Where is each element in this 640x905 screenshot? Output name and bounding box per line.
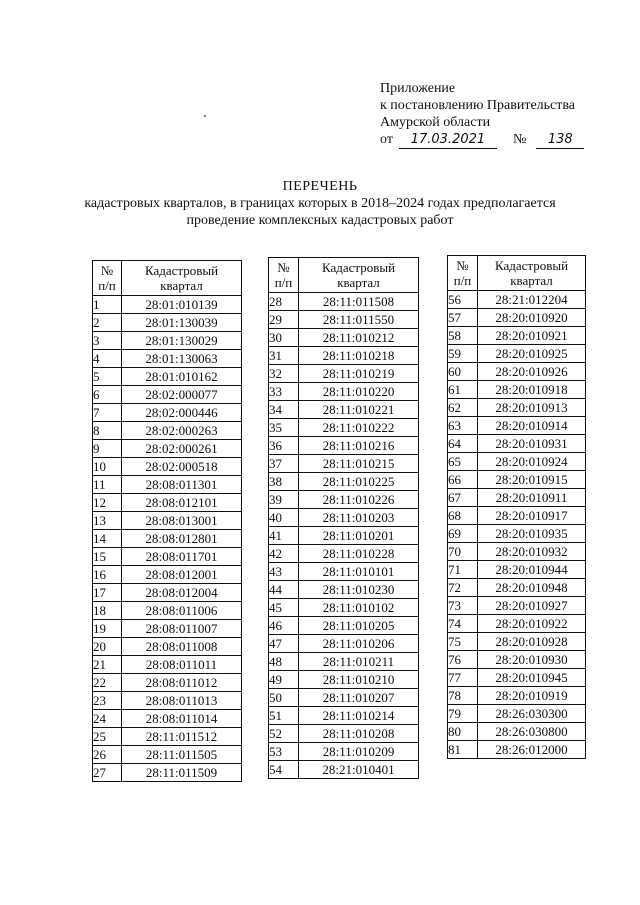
row-number: 41 <box>269 527 299 545</box>
cadastral-quarter: 28:11:010203 <box>299 509 419 527</box>
quarter-header <box>299 258 419 293</box>
appendix-line-2: к постановлению Правительства <box>380 98 576 113</box>
row-number: 24 <box>93 710 122 728</box>
table-row <box>448 543 586 561</box>
row-number: 63 <box>448 417 478 435</box>
table-row <box>93 548 242 566</box>
table-row <box>93 566 242 584</box>
row-number: 69 <box>448 525 478 543</box>
document-subtitle-line-1: кадастровых кварталов, в границах которых в 2018–2024 годах предполагается <box>84 196 556 211</box>
table-header-row <box>93 261 242 296</box>
table-row <box>269 401 419 419</box>
table-row <box>93 512 242 530</box>
cadastral-quarter: 28:11:010101 <box>299 563 419 581</box>
table-row <box>93 530 242 548</box>
cadastral-quarter: 28:11:010216 <box>299 437 419 455</box>
row-number: 31 <box>269 347 299 365</box>
row-number: 56 <box>448 291 478 309</box>
table-row <box>448 723 586 741</box>
row-number: 4 <box>93 350 122 368</box>
table-row <box>93 332 242 350</box>
row-number: 46 <box>269 617 299 635</box>
table-row <box>448 705 586 723</box>
row-number: 13 <box>93 512 122 530</box>
table-row <box>269 347 419 365</box>
row-number: 53 <box>269 743 299 761</box>
row-number: 61 <box>448 381 478 399</box>
table-row <box>448 309 586 327</box>
table-row <box>269 671 419 689</box>
cadastral-quarter: 28:20:010911 <box>478 489 586 507</box>
cadastral-quarter: 28:08:012001 <box>122 566 242 584</box>
quarter-header-line-2: квартал <box>160 278 203 293</box>
number-label: № <box>512 132 527 147</box>
row-number: 65 <box>448 453 478 471</box>
table-row <box>448 561 586 579</box>
document-subtitle-line-2: проведение комплексных кадастровых работ <box>186 213 454 228</box>
cadastral-quarter: 28:20:010921 <box>478 327 586 345</box>
table-row <box>93 350 242 368</box>
table-row <box>269 491 419 509</box>
cadastral-quarter: 28:08:011011 <box>122 656 242 674</box>
appendix-line-1: Приложение <box>380 81 456 96</box>
row-number: 29 <box>269 311 299 329</box>
appendix-date-line <box>380 131 584 149</box>
cadastral-quarter: 28:11:010230 <box>299 581 419 599</box>
table-row <box>93 728 242 746</box>
row-number: 26 <box>93 746 122 764</box>
cadastral-quarter: 28:08:011012 <box>122 674 242 692</box>
cadastral-quarter: 28:20:010931 <box>478 435 586 453</box>
cadastral-quarter: 28:01:130029 <box>122 332 242 350</box>
cadastral-quarter: 28:20:010935 <box>478 525 586 543</box>
row-number: 66 <box>448 471 478 489</box>
cadastral-quarter: 28:11:010102 <box>299 599 419 617</box>
cadastral-quarter: 28:20:010930 <box>478 651 586 669</box>
cadastral-quarter: 28:20:010919 <box>478 687 586 705</box>
table-row <box>269 455 419 473</box>
row-number: 10 <box>93 458 122 476</box>
table-row <box>269 419 419 437</box>
cadastral-quarter: 28:11:011509 <box>122 764 242 782</box>
table-row <box>269 311 419 329</box>
cadastral-quarter: 28:11:010201 <box>299 527 419 545</box>
row-number: 57 <box>448 309 478 327</box>
appendix-line-3: Амурской области <box>380 115 491 130</box>
table-row <box>93 692 242 710</box>
cadastral-quarter: 28:11:010220 <box>299 383 419 401</box>
row-number: 62 <box>448 399 478 417</box>
num-header-line-1: № <box>100 263 114 278</box>
cadastral-quarter: 28:20:010920 <box>478 309 586 327</box>
table-row <box>269 383 419 401</box>
table-row <box>93 404 242 422</box>
cadastral-quarter: 28:21:012204 <box>478 291 586 309</box>
row-number: 40 <box>269 509 299 527</box>
num-header-line-2: п/п <box>274 275 293 290</box>
cadastral-quarter: 28:26:030800 <box>478 723 586 741</box>
cadastral-quarter: 28:11:010214 <box>299 707 419 725</box>
row-number: 34 <box>269 401 299 419</box>
row-number: 11 <box>93 476 122 494</box>
table-row <box>448 345 586 363</box>
row-number: 37 <box>269 455 299 473</box>
table-header-row <box>269 258 419 293</box>
table-row <box>93 710 242 728</box>
table-row <box>269 329 419 347</box>
table-row <box>448 381 586 399</box>
cadastral-quarter: 28:01:010139 <box>122 296 242 314</box>
cadastral-quarter: 28:11:010209 <box>299 743 419 761</box>
cadastral-quarter: 28:20:010945 <box>478 669 586 687</box>
table-row <box>269 563 419 581</box>
row-number: 80 <box>448 723 478 741</box>
row-number: 74 <box>448 615 478 633</box>
num-header-line-2: п/п <box>98 278 116 293</box>
table-row <box>93 314 242 332</box>
handwritten-number: 138 <box>536 131 584 149</box>
table-header-row <box>448 256 586 291</box>
cadastral-quarter: 28:08:013001 <box>122 512 242 530</box>
cadastral-quarter: 28:02:000518 <box>122 458 242 476</box>
table-row <box>269 293 419 311</box>
row-number: 12 <box>93 494 122 512</box>
cadastral-quarter: 28:11:010206 <box>299 635 419 653</box>
quarter-header-line-1: Кадастровый <box>144 263 219 278</box>
cadastral-quarter: 28:20:010948 <box>478 579 586 597</box>
cadastral-quarter: 28:11:010210 <box>299 671 419 689</box>
cadastral-quarter: 28:26:030300 <box>478 705 586 723</box>
row-number: 78 <box>448 687 478 705</box>
num-header-line-2: п/п <box>453 273 472 288</box>
row-number: 64 <box>448 435 478 453</box>
scan-speck <box>204 115 206 117</box>
row-number: 23 <box>93 692 122 710</box>
row-number: 38 <box>269 473 299 491</box>
cadastral-quarter: 28:02:000077 <box>122 386 242 404</box>
cadastral-quarter: 28:20:010944 <box>478 561 586 579</box>
row-number: 52 <box>269 725 299 743</box>
cadastral-quarter: 28:11:011550 <box>299 311 419 329</box>
table-row <box>93 494 242 512</box>
quarter-header-line-1: Кадастровый <box>494 258 569 273</box>
table-row <box>93 422 242 440</box>
row-number: 27 <box>93 764 122 782</box>
row-number: 45 <box>269 599 299 617</box>
table-row <box>269 617 419 635</box>
quarter-header-line-1: Кадастровый <box>321 260 396 275</box>
cadastral-quarter: 28:26:012000 <box>478 741 586 759</box>
cadastral-quarter: 28:11:010226 <box>299 491 419 509</box>
cadastral-quarter: 28:21:010401 <box>299 761 419 779</box>
cadastral-quarter: 28:11:010215 <box>299 455 419 473</box>
cadastral-quarter: 28:11:011512 <box>122 728 242 746</box>
row-number: 3 <box>93 332 122 350</box>
table-row <box>93 368 242 386</box>
table-row <box>269 509 419 527</box>
row-number: 9 <box>93 440 122 458</box>
row-number: 59 <box>448 345 478 363</box>
cadastral-quarter: 28:08:012101 <box>122 494 242 512</box>
cadastral-quarter: 28:11:010225 <box>299 473 419 491</box>
row-number: 48 <box>269 653 299 671</box>
table-row <box>269 707 419 725</box>
cadastral-quarter: 28:08:011007 <box>122 620 242 638</box>
cadastral-quarter: 28:11:010218 <box>299 347 419 365</box>
table-row <box>93 620 242 638</box>
table-row <box>93 386 242 404</box>
cadastral-quarter: 28:11:010219 <box>299 365 419 383</box>
cadastral-quarter: 28:08:011301 <box>122 476 242 494</box>
cadastral-quarter: 28:11:010207 <box>299 689 419 707</box>
cadastral-quarter: 28:20:010928 <box>478 633 586 651</box>
table-row <box>269 689 419 707</box>
row-number: 5 <box>93 368 122 386</box>
table-row <box>448 579 586 597</box>
table-row <box>448 435 586 453</box>
cadastral-quarter: 28:20:010918 <box>478 381 586 399</box>
cadastral-quarter: 28:11:010228 <box>299 545 419 563</box>
table-row <box>448 327 586 345</box>
row-number: 75 <box>448 633 478 651</box>
cadastral-quarter: 28:20:010913 <box>478 399 586 417</box>
cadastral-quarter: 28:11:010221 <box>299 401 419 419</box>
row-number: 36 <box>269 437 299 455</box>
row-number: 54 <box>269 761 299 779</box>
table-row <box>269 437 419 455</box>
cadastral-quarter: 28:01:010162 <box>122 368 242 386</box>
row-number: 28 <box>269 293 299 311</box>
table-row <box>448 633 586 651</box>
table-row <box>269 545 419 563</box>
cadastral-quarter: 28:20:010924 <box>478 453 586 471</box>
cadastral-quarter: 28:20:010917 <box>478 507 586 525</box>
row-number: 32 <box>269 365 299 383</box>
table-row <box>269 761 419 779</box>
row-number: 6 <box>93 386 122 404</box>
table-row <box>448 525 586 543</box>
table-row <box>448 669 586 687</box>
cadastral-quarter: 28:01:130063 <box>122 350 242 368</box>
quarter-header-line-2: квартал <box>337 275 380 290</box>
table-row <box>448 507 586 525</box>
quarter-header-line-2: квартал <box>510 273 553 288</box>
row-number: 50 <box>269 689 299 707</box>
row-number: 20 <box>93 638 122 656</box>
cadastral-quarter: 28:08:012801 <box>122 530 242 548</box>
row-number: 33 <box>269 383 299 401</box>
cadastral-quarter: 28:08:012004 <box>122 584 242 602</box>
row-number: 22 <box>93 674 122 692</box>
cadastral-quarter: 28:08:011014 <box>122 710 242 728</box>
num-header <box>269 258 299 293</box>
table-row <box>269 527 419 545</box>
cadastral-quarter: 28:11:011508 <box>299 293 419 311</box>
row-number: 67 <box>448 489 478 507</box>
row-number: 47 <box>269 635 299 653</box>
row-number: 79 <box>448 705 478 723</box>
row-number: 21 <box>93 656 122 674</box>
cadastral-quarter: 28:02:000261 <box>122 440 242 458</box>
table-row <box>448 597 586 615</box>
row-number: 51 <box>269 707 299 725</box>
cadastral-quarter: 28:20:010932 <box>478 543 586 561</box>
cadastral-quarter: 28:08:011008 <box>122 638 242 656</box>
table-row <box>269 725 419 743</box>
quarters-table-1 <box>92 260 242 782</box>
row-number: 15 <box>93 548 122 566</box>
row-number: 7 <box>93 404 122 422</box>
table-row <box>93 638 242 656</box>
table-row <box>448 615 586 633</box>
appendix-block <box>380 80 584 149</box>
cadastral-quarter: 28:02:000446 <box>122 404 242 422</box>
num-header <box>448 256 478 291</box>
cadastral-quarter: 28:11:011505 <box>122 746 242 764</box>
table-row <box>448 453 586 471</box>
document-heading: ПЕРЕЧЕНЬ <box>282 179 358 194</box>
cadastral-quarter: 28:01:130039 <box>122 314 242 332</box>
cadastral-quarter: 28:02:000263 <box>122 422 242 440</box>
row-number: 14 <box>93 530 122 548</box>
table-row <box>93 440 242 458</box>
cadastral-quarter: 28:11:010222 <box>299 419 419 437</box>
cadastral-quarter: 28:11:010212 <box>299 329 419 347</box>
table-row <box>269 743 419 761</box>
row-number: 71 <box>448 561 478 579</box>
cadastral-quarter: 28:11:010211 <box>299 653 419 671</box>
row-number: 18 <box>93 602 122 620</box>
row-number: 2 <box>93 314 122 332</box>
table-row <box>93 296 242 314</box>
row-number: 8 <box>93 422 122 440</box>
num-header-line-1: № <box>456 258 469 273</box>
table-row <box>93 458 242 476</box>
row-number: 81 <box>448 741 478 759</box>
row-number: 68 <box>448 507 478 525</box>
cadastral-quarter: 28:11:010208 <box>299 725 419 743</box>
table-row <box>269 365 419 383</box>
cadastral-quarter: 28:11:010205 <box>299 617 419 635</box>
table-row <box>269 599 419 617</box>
cadastral-quarter: 28:20:010914 <box>478 417 586 435</box>
cadastral-quarter: 28:20:010925 <box>478 345 586 363</box>
table-row <box>448 399 586 417</box>
table-row <box>93 476 242 494</box>
row-number: 73 <box>448 597 478 615</box>
table-row <box>269 473 419 491</box>
row-number: 35 <box>269 419 299 437</box>
table-row <box>448 489 586 507</box>
quarter-header <box>478 256 586 291</box>
quarters-table-2 <box>268 257 419 779</box>
row-number: 39 <box>269 491 299 509</box>
row-number: 17 <box>93 584 122 602</box>
num-header-line-1: № <box>277 260 290 275</box>
from-label: от <box>380 132 393 147</box>
row-number: 19 <box>93 620 122 638</box>
row-number: 72 <box>448 579 478 597</box>
table-row <box>448 417 586 435</box>
row-number: 43 <box>269 563 299 581</box>
table-row <box>269 653 419 671</box>
table-row <box>93 764 242 782</box>
table-row <box>93 656 242 674</box>
table-row <box>93 584 242 602</box>
cadastral-quarter: 28:08:011013 <box>122 692 242 710</box>
table-row <box>269 581 419 599</box>
row-number: 44 <box>269 581 299 599</box>
table-row <box>448 363 586 381</box>
row-number: 1 <box>93 296 122 314</box>
cadastral-quarter: 28:20:010927 <box>478 597 586 615</box>
cadastral-quarter: 28:20:010926 <box>478 363 586 381</box>
row-number: 30 <box>269 329 299 347</box>
num-header <box>93 261 122 296</box>
row-number: 49 <box>269 671 299 689</box>
cadastral-quarter: 28:20:010922 <box>478 615 586 633</box>
row-number: 16 <box>93 566 122 584</box>
cadastral-quarter: 28:08:011701 <box>122 548 242 566</box>
handwritten-date: 17.03.2021 <box>399 131 497 149</box>
table-row <box>93 746 242 764</box>
table-row <box>448 471 586 489</box>
row-number: 42 <box>269 545 299 563</box>
row-number: 25 <box>93 728 122 746</box>
row-number: 60 <box>448 363 478 381</box>
table-row <box>448 651 586 669</box>
row-number: 58 <box>448 327 478 345</box>
row-number: 77 <box>448 669 478 687</box>
table-row <box>448 741 586 759</box>
quarters-table-3 <box>447 255 586 759</box>
table-row <box>269 635 419 653</box>
row-number: 76 <box>448 651 478 669</box>
cadastral-quarter: 28:20:010915 <box>478 471 586 489</box>
quarter-header <box>122 261 242 296</box>
cadastral-quarter: 28:08:011006 <box>122 602 242 620</box>
row-number: 70 <box>448 543 478 561</box>
table-row <box>448 687 586 705</box>
table-row <box>93 602 242 620</box>
table-row <box>448 291 586 309</box>
table-row <box>93 674 242 692</box>
